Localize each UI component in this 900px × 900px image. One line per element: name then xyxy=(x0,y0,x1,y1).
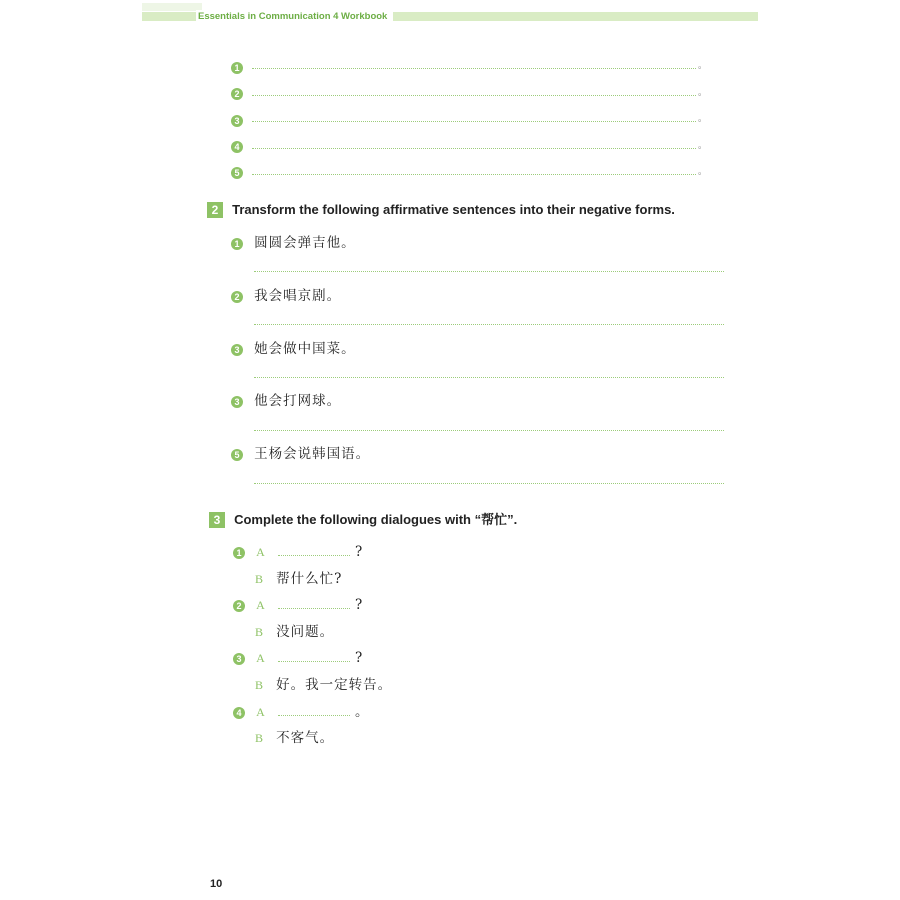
dialogue-b-text: 没问题。 xyxy=(276,624,335,640)
s2-item xyxy=(231,337,356,357)
s2-sentence: 我会唱京剧。 xyxy=(254,288,342,304)
s1-answer-line[interactable] xyxy=(252,148,696,149)
section2-title: Transform the following affirmative sentences into their negative forms. xyxy=(232,202,675,217)
s2-answer-line[interactable] xyxy=(254,324,724,325)
dialogue-b-text: 好。我一定转告。 xyxy=(276,677,393,693)
s2-item xyxy=(231,284,341,304)
dialogue-a-end: ? xyxy=(354,544,364,560)
s2-answer-line[interactable] xyxy=(254,430,724,431)
s2-item xyxy=(231,389,341,409)
dialogue-blank[interactable] xyxy=(278,661,350,662)
s3-dialogue-b xyxy=(255,673,392,693)
s1-row xyxy=(231,135,243,154)
s2-sentence: 她会做中国菜。 xyxy=(254,341,356,357)
section3-title: Complete the following dialogues with “帮忙”. xyxy=(234,512,518,527)
s2-item xyxy=(231,231,356,251)
s1-row xyxy=(231,109,243,128)
s1-row xyxy=(231,56,243,75)
s1-row xyxy=(231,161,243,180)
dialogue-a-end: ? xyxy=(354,597,364,613)
s2-number: 1 xyxy=(231,238,243,250)
dialogue-a-end: ? xyxy=(354,650,364,666)
speaker-a-label: A xyxy=(256,545,265,559)
header-fade xyxy=(142,3,202,11)
s3-dialogue-a xyxy=(233,700,369,720)
dialogue-b-text: 不客气。 xyxy=(276,730,335,746)
dialogue-blank[interactable] xyxy=(278,555,350,556)
dialogue-blank[interactable] xyxy=(278,608,350,609)
s2-answer-line[interactable] xyxy=(254,271,724,272)
page-number: 10 xyxy=(210,878,223,890)
s2-number: 3 xyxy=(231,396,243,408)
s1-number: 4 xyxy=(231,141,243,153)
s2-item xyxy=(231,442,370,462)
s1-number: 5 xyxy=(231,167,243,179)
s3-dialogue-a xyxy=(233,594,363,613)
s2-number: 2 xyxy=(231,291,243,303)
s1-end-mark: 。 xyxy=(698,61,708,71)
s1-end-mark: 。 xyxy=(698,167,708,177)
s2-answer-line[interactable] xyxy=(254,377,724,378)
s3-number: 3 xyxy=(233,653,245,665)
s1-answer-line[interactable] xyxy=(252,174,696,175)
s1-row xyxy=(231,82,243,101)
s1-number: 3 xyxy=(231,115,243,127)
speaker-b-label: B xyxy=(255,572,264,586)
s1-number: 2 xyxy=(231,88,243,100)
dialogue-blank[interactable] xyxy=(278,715,350,716)
dialogue-a-end: 。 xyxy=(354,704,370,720)
s3-number: 1 xyxy=(233,547,245,559)
s1-end-mark: 。 xyxy=(698,141,708,151)
s2-sentence: 王杨会说韩国语。 xyxy=(254,446,371,462)
s1-end-mark: 。 xyxy=(698,88,708,98)
speaker-a-label: A xyxy=(256,651,265,665)
s2-sentence: 他会打网球。 xyxy=(254,393,342,409)
s3-number: 2 xyxy=(233,600,245,612)
workbook-title: Essentials in Communication 4 Workbook xyxy=(196,10,393,23)
speaker-b-label: B xyxy=(255,731,264,745)
section2-header xyxy=(207,199,675,218)
s1-number: 1 xyxy=(231,62,243,74)
s3-dialogue-a xyxy=(233,647,363,666)
dialogue-b-text: 帮什么忙? xyxy=(276,571,343,587)
speaker-b-label: B xyxy=(255,678,264,692)
s1-end-mark: 。 xyxy=(698,114,708,124)
s1-answer-line[interactable] xyxy=(252,121,696,122)
s2-answer-line[interactable] xyxy=(254,483,724,484)
s2-number: 5 xyxy=(231,449,243,461)
section3-header xyxy=(209,509,517,528)
speaker-b-label: B xyxy=(255,625,264,639)
s3-dialogue-b xyxy=(255,567,342,587)
s1-answer-line[interactable] xyxy=(252,95,696,96)
s3-dialogue-a xyxy=(233,541,363,560)
s1-answer-line[interactable] xyxy=(252,68,696,69)
s3-number: 4 xyxy=(233,707,245,719)
s2-number: 3 xyxy=(231,344,243,356)
speaker-a-label: A xyxy=(256,705,265,719)
s3-dialogue-b xyxy=(255,620,334,640)
s3-dialogue-b xyxy=(255,726,334,746)
s2-sentence: 圆圆会弹吉他。 xyxy=(254,235,356,251)
section2-badge: 2 xyxy=(207,202,223,218)
section3-badge: 3 xyxy=(209,512,225,528)
speaker-a-label: A xyxy=(256,598,265,612)
